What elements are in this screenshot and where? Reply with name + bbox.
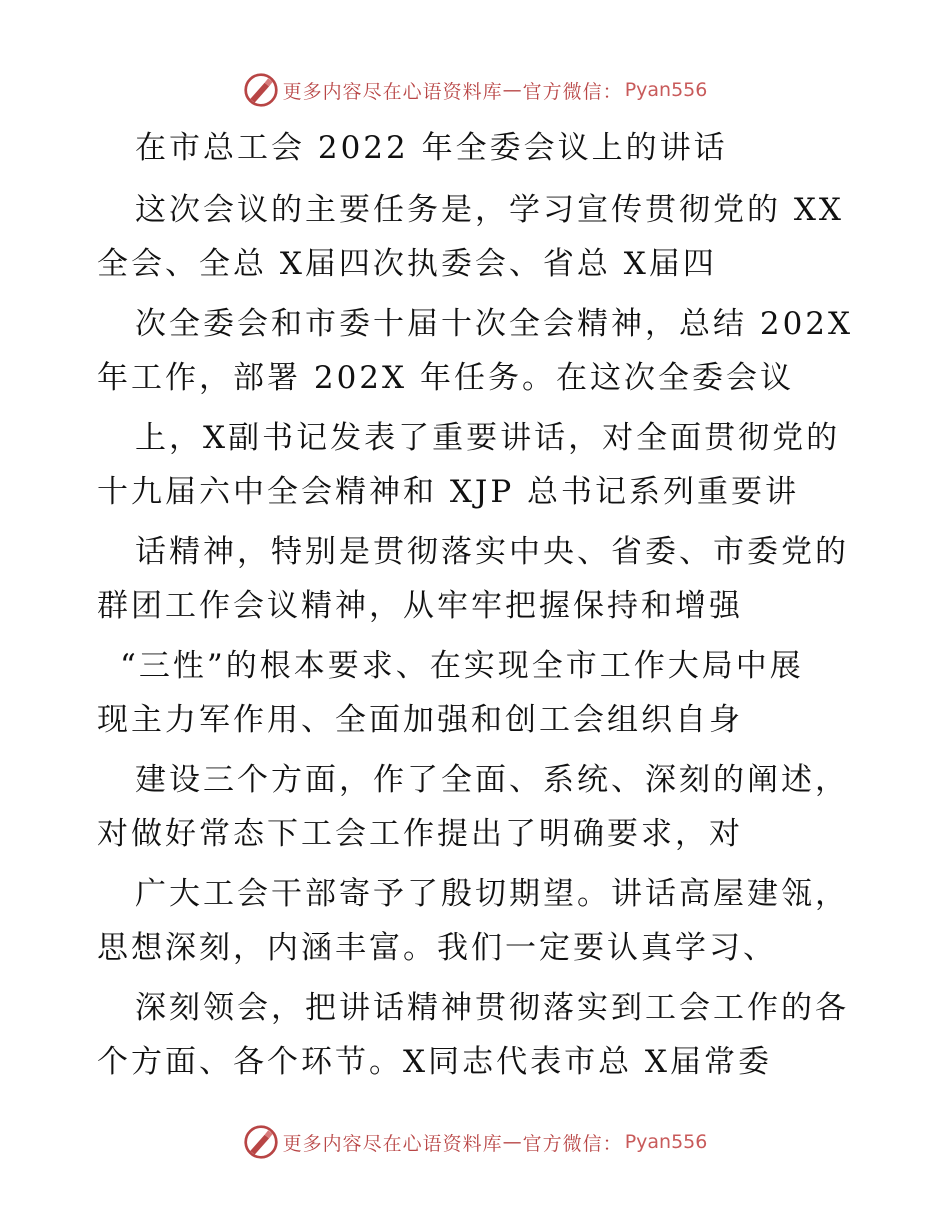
banner-separator: — [502, 1131, 523, 1153]
banner-official: 官方微信： [522, 80, 623, 103]
text-line: 次全委会和市委十届十次全会精神，总结 202X [135, 306, 854, 342]
banner-official: 官方微信： [522, 1132, 623, 1155]
watermark-banner-bottom [0, 1122, 950, 1162]
text-line: 广大工会干部寄予了殷切期望。讲话高屋建瓴， [135, 876, 849, 912]
text-line: 这次会议的主要任务是，学习宣传贯彻党的 XX [135, 192, 844, 228]
text-line: 对做好常态下工会工作提出了明确要求，对 [97, 816, 743, 852]
text-line: 现主力军作用、全面加强和创工会组织自身 [97, 702, 743, 738]
document-title: 在市总工会 2022 年全委会议上的讲话 [135, 130, 728, 166]
text-line: 话精神，特别是贯彻落实中央、省委、市委党的 [135, 534, 849, 570]
text-line: 思想深刻，内涵丰富。我们一定要认真学习、 [97, 930, 777, 966]
text-line: 十九届六中全会精神和 XJP 总书记系列重要讲 [97, 474, 800, 510]
banner-separator: — [502, 79, 523, 101]
banner-handle: Pyan556 [624, 1131, 708, 1153]
pen-logo-icon [243, 1124, 279, 1160]
text-line: “三性”的根本要求、在实现全市工作大局中展 [120, 648, 804, 684]
text-line: 年工作，部署 202X 年任务。在这次全委会议 [97, 360, 794, 396]
text-line: 建设三个方面，作了全面、系统、深刻的阐述， [135, 762, 849, 798]
banner-brand: 更多内容尽在心语资料库 [282, 1132, 503, 1155]
text-line: 上，X副书记发表了重要讲话，对全面贯彻党的 [135, 420, 841, 456]
text-line: 深刻领会，把讲话精神贯彻落实到工会工作的各 [135, 990, 849, 1026]
banner-brand: 更多内容尽在心语资料库 [282, 80, 503, 103]
pen-logo-icon [243, 72, 279, 108]
text-line: 群团工作会议精神，从牢牢把握保持和增强 [97, 588, 743, 624]
banner-handle: Pyan556 [624, 79, 708, 101]
watermark-banner-top [0, 70, 950, 110]
text-line: 个方面、各个环节。X同志代表市总 X届常委 [97, 1044, 772, 1080]
text-line: 全会、全总 X届四次执委会、省总 X届四 [97, 246, 717, 282]
